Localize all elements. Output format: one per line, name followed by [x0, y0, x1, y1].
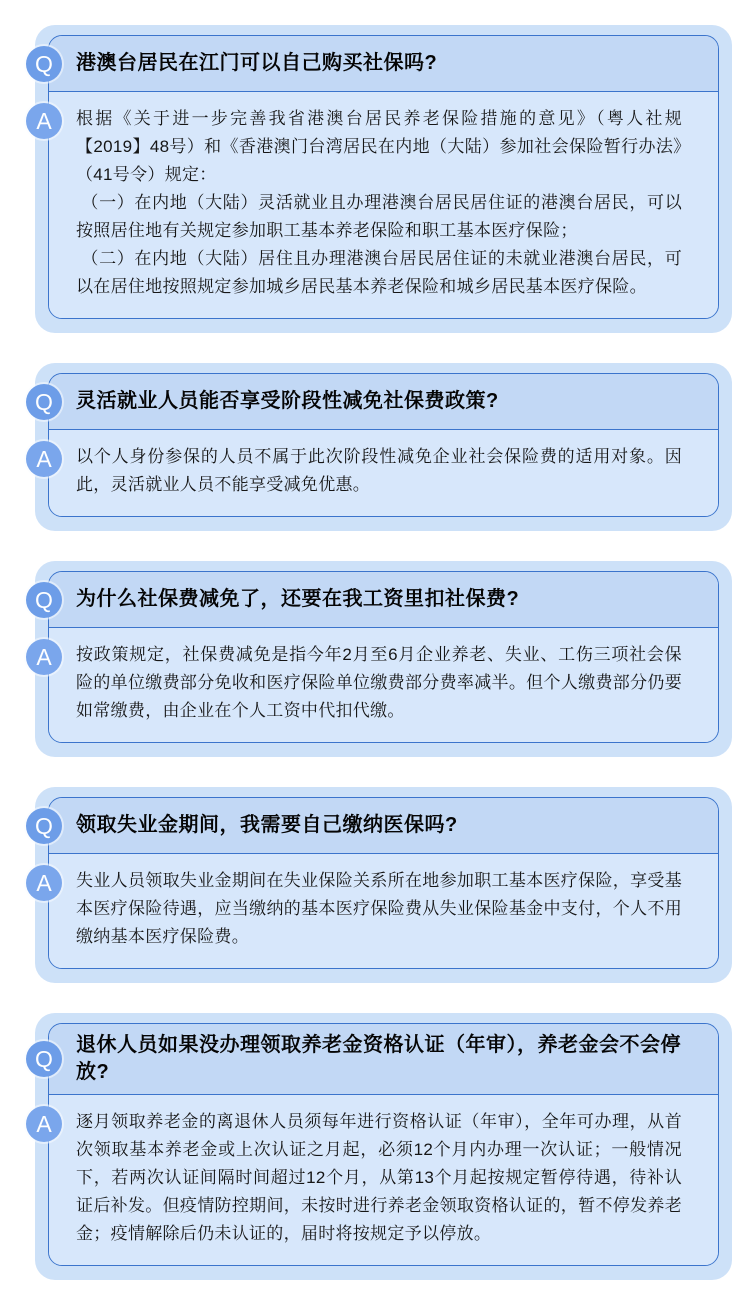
question-badge-icon: Q [26, 582, 62, 618]
qa-card [35, 1013, 732, 1280]
answer-paragraph: 按政策规定，社保费减免是指今年2月至6月企业养老、失业、工伤三项社会保险的单位缴费部分免收和医疗保险单位缴费部分费率减半。但个人缴费部分仍要如常缴费，由企业在个人工资中代扣代缴。 [76, 645, 682, 720]
answer-section [36, 430, 718, 516]
qa-card [35, 25, 732, 333]
answer-paragraph: 失业人员领取失业金期间在失业保险关系所在地参加职工基本医疗保险，享受基本医疗保险待遇，应当缴纳的基本医疗保险费从失业保险基金中支付，个人不用缴纳基本医疗保险费。 [76, 871, 682, 946]
question-badge-icon: Q [26, 808, 62, 844]
answer-badge-icon: A [26, 441, 62, 477]
qa-card-inner [35, 35, 719, 319]
question-text: 灵活就业人员能否享受阶段性减免社保费政策? [76, 390, 499, 412]
answer-badge-icon: A [26, 1106, 62, 1142]
answer-badge-icon: A [26, 865, 62, 901]
qa-card-inner [35, 373, 719, 517]
question-text: 港澳台居民在江门可以自己购买社保吗? [76, 52, 438, 74]
question-badge-icon: Q [26, 46, 62, 82]
qa-card-inner [35, 1023, 719, 1266]
qa-card [35, 363, 732, 531]
question-badge-icon: Q [26, 1041, 62, 1077]
answer-badge-icon: A [26, 103, 62, 139]
question-text: 领取失业金期间，我需要自己缴纳医保吗? [76, 814, 458, 836]
qa-card-inner [35, 571, 719, 743]
question-badge-icon: Q [26, 384, 62, 420]
qa-card [35, 787, 732, 983]
question-text: 为什么社保费减免了，还要在我工资里扣社保费? [76, 588, 520, 610]
answer-paragraph: 根据《关于进一步完善我省港澳台居民养老保险措施的意见》（粤人社规【2019】48号）和《香港澳门台湾居民在内地（大陆）参加社会保险暂行办法》（41号令）规定： [76, 109, 682, 184]
qa-card-inner [35, 797, 719, 969]
answer-section [36, 854, 718, 968]
question-row [35, 374, 718, 430]
answer-section [36, 1095, 718, 1265]
answer-paragraph: （二）在内地（大陆）居住且办理港澳台居民居住证的未就业港澳台居民，可以在居住地按照规定参加城乡居民基本养老保险和城乡居民基本医疗保险。 [76, 249, 682, 296]
question-row [35, 798, 718, 854]
answer-badge-icon: A [26, 639, 62, 675]
answer-paragraph: 逐月领取养老金的离退休人员须每年进行资格认证（年审），全年可办理，从首次领取基本养老金或上次认证之月起，必须12个月内办理一次认证；一般情况下，若两次认证间隔时间超过12个月，从第13个月起按规定暂停待遇，待补认证后补发。但疫情防控期间，未按时进行养老金领取资格认证的，暂不停发养老金；疫情解除后仍未认证的，届时将按规定予以停放。 [76, 1112, 682, 1243]
question-row [35, 36, 718, 92]
question-row [35, 1024, 718, 1095]
answer-section [36, 628, 718, 742]
answer-paragraph: （一）在内地（大陆）灵活就业且办理港澳台居民居住证的港澳台居民，可以按照居住地有关规定参加职工基本养老保险和职工基本医疗保险； [76, 193, 682, 240]
question-row [35, 572, 718, 628]
qa-card [35, 561, 732, 757]
question-text: 退休人员如果没办理领取养老金资格认证（年审），养老金会不会停放? [76, 1034, 681, 1083]
answer-section [36, 92, 718, 318]
answer-paragraph: 以个人身份参保的人员不属于此次阶段性减免企业社会保险费的适用对象。因此，灵活就业人员不能享受减免优惠。 [76, 447, 682, 494]
